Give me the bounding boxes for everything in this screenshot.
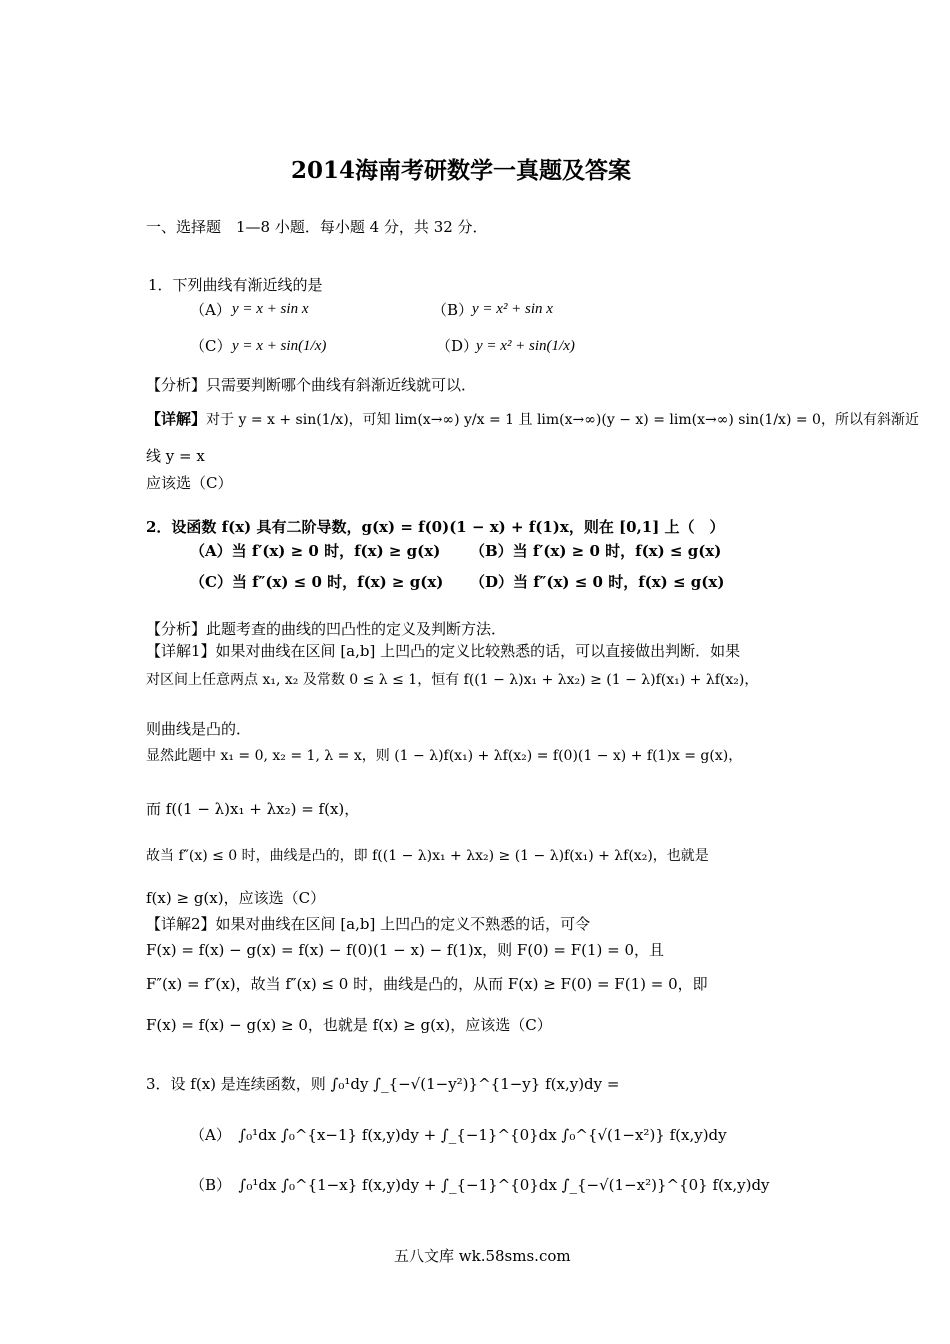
q2-analysis: 【分析】此题考查的曲线的凹凸性的定义及判断方法． [146, 620, 507, 638]
q1-option-c-label: （C） [190, 337, 232, 355]
q3-option-b: （B） ∫₀¹dx ∫₀^{1−x} f(x,y)dy + ∫_{−1}^{0}dx ∫_{−√(1−x²)}^{0} f(x,y)dy [190, 1176, 770, 1194]
q1-option-a-label: （A） [190, 301, 231, 319]
q2-detail1-line-6: 故当 f″(x) ≤ 0 时，曲线是凸的，即 f((1 − λ)x₁ + λx₂) ≥ (1 − λ)f(x₁) + λf(x₂)，也就是 [146, 848, 709, 864]
q1-detail-line-2: 线 y = x [146, 447, 205, 465]
q1-detail-label: 【详解】 [146, 410, 207, 428]
q1-detail-text-1: 对于 y = x + sin(1/x)，可知 lim(x→∞) y/x = 1 且 lim(x→∞)(y − x) = lim(x→∞) sin(1/x) = 0，所以有斜渐近 [206, 412, 919, 428]
q3-stem: 3．设 f(x) 是连续函数，则 ∫₀¹dy ∫_{−√(1−y²)}^{1−y} f(x,y)dy = [146, 1075, 620, 1093]
q3-option-a: （A） ∫₀¹dx ∫₀^{x−1} f(x,y)dy + ∫_{−1}^{0}dx ∫₀^{√(1−x²)} f(x,y)dy [190, 1126, 727, 1144]
q1-option-b-label: （B） [432, 301, 474, 319]
q2-option-a: （A）当 f′(x) ≥ 0 时，f(x) ≥ g(x) [190, 542, 441, 560]
q2-option-c: （C）当 f″(x) ≤ 0 时，f(x) ≥ g(x) [190, 573, 444, 591]
page-title: 2014海南考研数学一真题及答案 [291, 157, 632, 184]
q2-detail1-line-1: 【详解1】如果对曲线在区间 [a,b] 上凹凸的定义比较熟悉的话，可以直接做出判断．如果 [146, 642, 741, 660]
q1-option-a-math: y = x + sin x [232, 301, 309, 317]
q2-detail1-line-7: f(x) ≥ g(x)，应该选（C） [146, 889, 326, 907]
q2-stem: 2．设函数 f(x) 具有二阶导数，g(x) = f(0)(1 − x) + f(1)x，则在 [0,1] 上（ ） [146, 518, 725, 536]
q2-detail1-line-2: 对区间上任意两点 x₁, x₂ 及常数 0 ≤ λ ≤ 1，恒有 f((1 − λ)x₁ + λx₂) ≥ (1 − λ)f(x₁) + λf(x₂)， [146, 672, 759, 688]
q2-detail2-line-3: F″(x) = f″(x)，故当 f″(x) ≤ 0 时，曲线是凸的，从而 F(x) ≥ F(0) = F(1) = 0，即 [146, 975, 708, 993]
q2-option-d: （D）当 f″(x) ≤ 0 时，f(x) ≤ g(x) [470, 573, 725, 591]
page-footer: 五八文库 wk.58sms.com [394, 1247, 571, 1265]
q1-detail-line-1 [146, 410, 919, 429]
q2-detail1-line-3: 则曲线是凸的． [146, 720, 252, 738]
q1-stem: 1．下列曲线有渐近线的是 [148, 276, 323, 294]
q2-option-b: （B）当 f′(x) ≥ 0 时，f(x) ≤ g(x) [470, 542, 722, 560]
section-heading: 一、选择题 1—8 小题．每小题 4 分，共 32 分． [146, 218, 488, 236]
q2-detail1-line-4: 显然此题中 x₁ = 0, x₂ = 1, λ = x，则 (1 − λ)f(x₁) + λf(x₂) = f(0)(1 − x) + f(1)x = g(x)， [146, 748, 743, 764]
q1-option-d-label: （D） [436, 337, 479, 355]
q2-detail2-line-1: 【详解2】如果对曲线在区间 [a,b] 上凹凸的定义不熟悉的话，可令 [146, 915, 591, 933]
q1-option-b-math: y = x² + sin x [472, 301, 553, 317]
q2-detail2-line-4: F(x) = f(x) − g(x) ≥ 0，也就是 f(x) ≥ g(x)，应该选（C） [146, 1016, 552, 1034]
q1-option-c-math: y = x + sin(1/x) [232, 338, 327, 354]
q1-answer: 应该选（C） [146, 474, 233, 492]
q1-option-d-math: y = x² + sin(1/x) [476, 338, 575, 354]
q2-detail1-line-5: 而 f((1 − λ)x₁ + λx₂) = f(x)， [146, 800, 360, 818]
q2-detail2-line-2: F(x) = f(x) − g(x) = f(x) − f(0)(1 − x) − f(1)x，则 F(0) = F(1) = 0，且 [146, 941, 664, 959]
q1-analysis: 【分析】只需要判断哪个曲线有斜渐近线就可以． [146, 376, 477, 394]
